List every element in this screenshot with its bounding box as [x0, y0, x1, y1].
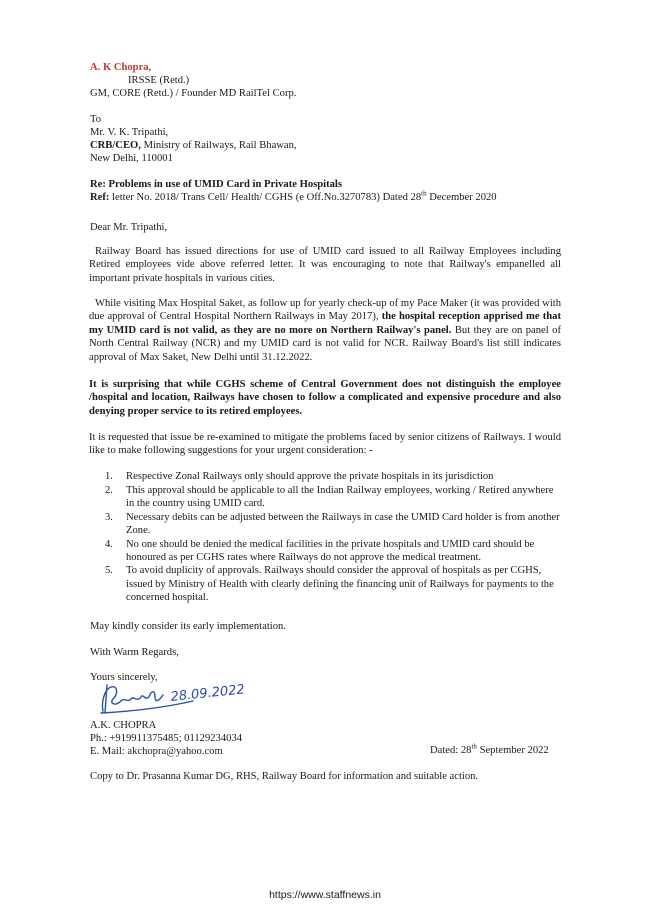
signatory-email: E. Mail: akchopra@yahoo.com [90, 746, 223, 757]
copy-to-line: Copy to Dr. Prasanna Kumar DG, RHS, Railway Board for information and suitable action. [90, 771, 479, 782]
to-label: To [90, 114, 102, 125]
sender-name: A. K Chopra, [90, 62, 152, 73]
list-item [105, 470, 561, 483]
list-item [105, 484, 561, 510]
sender-service: IRSSE (Retd.) [128, 75, 190, 86]
list-item-number: 3. [105, 511, 113, 523]
signatory-name: A.K. CHOPRA [90, 720, 157, 731]
paragraph-2-a: While visiting Max Hospital Saket, as follow up for yearly check-up of my Pace Maker (it was provided with due approval of Central Hospital Northern Railways in May 2017), [89, 298, 561, 323]
sender-designation: GM, CORE (Retd.) / Founder MD RailTel Corp. [90, 88, 297, 99]
paragraph-2-bold: the hospital reception apprised me that my UMID card is not valid, as they are no more on Northern Railway's panel. [89, 311, 561, 336]
list-item [105, 538, 561, 564]
regards-line: With Warm Regards, [90, 647, 179, 658]
ref-tail: December 2020 [426, 192, 497, 203]
list-item-number: 5. [105, 565, 113, 577]
list-item [105, 564, 561, 604]
paragraph-2-b: But they are on panel of North Central Railway (NCR) and my UMID card is not valid for NCR. Railway Board's list still indicates approval of Max Saket, New Delhi until 31.12.2022. [89, 324, 561, 363]
reference-line [90, 191, 497, 204]
recipient-name: Mr. V. K. Tripathi, [90, 127, 169, 138]
letter-date [430, 744, 549, 757]
ref-sup: th [421, 189, 427, 198]
suggestions-list [105, 470, 561, 605]
ref-text: letter No. 2018/ Trans Cell/ Health/ CGHS (e Off.No.3270783) Dated 28 [109, 192, 422, 203]
ref-label: Ref: [90, 192, 110, 203]
list-item-text: No one should be denied the medical facilities in the private hospitals and UMID card should be honoured as per CGHS rates where Railways do not approve the medical treatment. [126, 538, 535, 563]
subject-line: Re: Problems in use of UMID Card in Private Hospitals [90, 179, 342, 190]
list-item-text: This approval should be applicable to all the Indian Railway employees, working / Retired anywhere in the country using UMID card. [126, 484, 554, 509]
list-item-text: To avoid duplicity of approvals. Railways should consider the approval of hospitals as per CGHS, issued by Ministry of Health with clearly defining the financing unit of Railways for payments to the concerned hospital. [126, 565, 554, 603]
implementation-line: May kindly consider its early implementation. [90, 621, 286, 632]
paragraph-2 [89, 297, 561, 364]
recipient-title [90, 139, 297, 152]
paragraph-3: It is surprising that while CGHS scheme of Central Government does not distinguish the employee /hospital and location, Railways have chosen to follow a complicated and expensive procedure and also denying proper service to its retired employees. [89, 379, 561, 417]
salutation: Dear Mr. Tripathi, [90, 222, 168, 233]
letter-date-sup: th [471, 742, 477, 751]
list-item-text: Necessary debits can be adjusted between the Railways in case the UMID Card holder is from another Zone. [126, 511, 560, 536]
signature-date: 28.09.2022 [169, 682, 246, 705]
handwritten-signature [97, 681, 277, 719]
list-item-number: 4. [105, 538, 113, 550]
signatory-phone: Ph.: +919911375485; 01129234034 [90, 733, 243, 744]
list-item [105, 511, 561, 537]
letter-date-tail: September 2022 [476, 745, 549, 756]
recipient-title-rest: Ministry of Railways, Rail Bhawan, [140, 140, 297, 151]
list-item-number: 1. [105, 471, 113, 482]
paragraph-1: Railway Board has issued directions for use of UMID card issued to all Railway Employees including Retired employees vide above referred letter. It was encouraging to note that Railway's empanelled all important private hospitals in various cities. [89, 246, 561, 284]
paragraph-4: It is requested that issue be re-examined to mitigate the problems faced by senior citizens of Railways. I would like to make following suggestions for your urgent consideration: - [89, 432, 561, 457]
recipient-title-bold: CRB/CEO, [90, 140, 141, 151]
yours-sincerely: Yours sincerely, [90, 672, 158, 683]
footer-url[interactable]: https://www.staffnews.in [269, 889, 381, 901]
list-item-number: 2. [105, 484, 113, 496]
letter-date-prefix: Dated: 28 [430, 745, 472, 756]
list-item-text: Respective Zonal Railways only should approve the private hospitals in its jurisdiction [126, 471, 494, 482]
recipient-city: New Delhi, 110001 [90, 153, 173, 164]
